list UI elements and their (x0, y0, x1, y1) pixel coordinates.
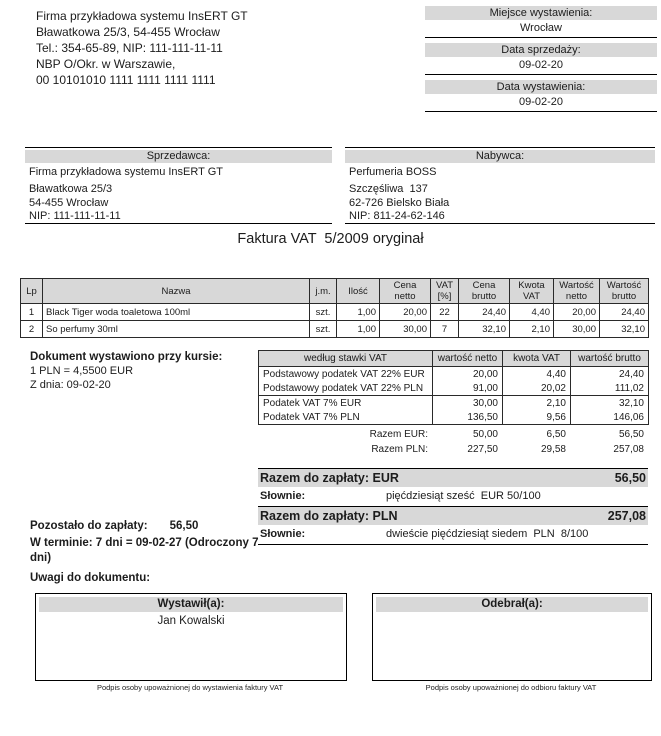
seller-header-line: 00 10101010 1111 1111 1111 1111 (36, 73, 216, 87)
payment-terms: W terminie: 7 dni = 09-02-27 (Odroczony 7 dni) (30, 537, 259, 564)
issue-place-group (425, 6, 657, 38)
items-header-row (21, 279, 649, 304)
item-price-gross: 24,40 (459, 304, 510, 321)
item-row (21, 304, 649, 321)
item-vat-rate: 7 (431, 321, 459, 338)
receiver-signature-box (372, 593, 652, 681)
vat-header-row (259, 351, 649, 367)
seller-header-line: Bławatkowa 25/3, 54-455 Wrocław (36, 25, 220, 39)
item-price-gross: 32,10 (459, 321, 510, 338)
buyer-section (345, 147, 655, 224)
col-header-cena-netto: Cena netto (380, 279, 431, 304)
buyer-name: Perfumeria BOSS (349, 166, 437, 178)
due-pln-words-row (258, 525, 648, 544)
vat-row-netto: 91,00 (433, 381, 503, 396)
vat-total-row (258, 442, 648, 457)
receiver-signature-caption: Podpis osoby upoważnionej do odbioru faktury VAT (425, 683, 597, 692)
due-eur-words-row (258, 487, 648, 506)
receiver-signature-title: Odebrał(a): (376, 597, 648, 612)
remaining-due-value: 56,50 (169, 520, 199, 532)
issue-place-label: Miejsce wystawienia: (425, 6, 657, 20)
seller-nip: NIP: 111-111-11-11 (29, 210, 121, 222)
seller-header-line: Firma przykładowa systemu InsERT GT (36, 9, 248, 23)
vat-summary (258, 350, 648, 457)
vat-total-brutto: 257,08 (613, 444, 644, 455)
vat-col-brutto: wartość brutto (571, 351, 649, 367)
due-pln-words-label: Słownie: (260, 528, 306, 540)
remaining-due-row (30, 519, 282, 534)
vat-total-label: Razem PLN: (371, 444, 428, 455)
vat-row (259, 381, 649, 396)
vat-row-vat: 4,40 (503, 367, 571, 382)
vat-row-label: Podatek VAT 7% EUR (259, 396, 433, 411)
vat-total-netto: 227,50 (467, 444, 498, 455)
due-eur-label: Razem do zapłaty: EUR (260, 471, 399, 485)
col-header-vat: VAT [%] (431, 279, 459, 304)
seller-header-line: NBP O/Okr. w Warszawie, (36, 57, 176, 71)
due-bottom-rule (258, 544, 648, 545)
seller-street: Bławatkowa 25/3 (29, 183, 113, 195)
issue-info-panel (425, 6, 657, 117)
item-lp: 2 (21, 321, 43, 338)
buyer-nip: NIP: 811-24-62-146 (349, 210, 445, 222)
item-vat-amount: 4,40 (510, 304, 554, 321)
sale-date-label: Data sprzedaży: (425, 43, 657, 57)
seller-header-block (36, 8, 366, 88)
issuer-name: Jan Kowalski (157, 615, 225, 627)
vat-row (259, 396, 649, 411)
buyer-city: 62-726 Bielsko Biała (349, 196, 450, 209)
vat-total-vat: 29,58 (540, 444, 566, 455)
due-eur-amount: 56,50 (614, 471, 646, 485)
issue-date-label: Data wystawienia: (425, 80, 657, 94)
vat-row-netto: 136,50 (433, 410, 503, 425)
amount-due-section (258, 468, 648, 545)
due-eur-words-label: Słownie: (260, 490, 306, 502)
vat-row-brutto: 111,02 (571, 381, 649, 396)
vat-total-label: Razem EUR: (369, 429, 428, 440)
vat-row-netto: 20,00 (433, 367, 503, 382)
seller-city: 54-455 Wrocław (29, 196, 109, 209)
exchange-date: Z dnia: 09-02-20 (30, 379, 111, 391)
due-pln-label: Razem do zapłaty: PLN (260, 509, 398, 523)
vat-row (259, 367, 649, 382)
item-unit: szt. (310, 321, 337, 338)
item-name: Black Tiger woda toaletowa 100ml (43, 304, 310, 321)
vat-row (259, 410, 649, 425)
issue-date-group (425, 80, 657, 112)
col-header-cena-brutto: Cena brutto (459, 279, 510, 304)
exchange-heading: Dokument wystawiono przy kursie: (30, 351, 223, 363)
item-name: So perfumy 30ml (43, 321, 310, 338)
vat-col-vat: kwota VAT (503, 351, 571, 367)
due-pln-words: dwieście pięćdziesiąt siedem PLN 8/100 (386, 528, 589, 540)
col-header-kwota-vat: Kwota VAT (510, 279, 554, 304)
exchange-rate-block (30, 350, 260, 392)
seller-name: Firma przykładowa systemu InsERT GT (29, 166, 223, 178)
due-eur-words: pięćdziesiąt sześć EUR 50/100 (386, 490, 541, 502)
col-header-nazwa: Nazwa (43, 279, 310, 304)
issuer-signature-title: Wystawił(a): (39, 597, 343, 612)
vat-row-vat: 9,56 (503, 410, 571, 425)
vat-row-brutto: 32,10 (571, 396, 649, 411)
item-price-net: 20,00 (380, 304, 431, 321)
vat-totals (258, 427, 648, 457)
item-unit: szt. (310, 304, 337, 321)
vat-row-label: Podstawowy podatek VAT 22% EUR (259, 367, 433, 382)
item-value-gross: 24,40 (600, 304, 649, 321)
item-vat-amount: 2,10 (510, 321, 554, 338)
item-vat-rate: 22 (431, 304, 459, 321)
buyer-section-title: Nabywca: (345, 150, 655, 163)
notes-label: Uwagi do dokumentu: (30, 572, 151, 584)
issue-date-value: 09-02-20 (518, 96, 564, 108)
issuer-signature-box (35, 593, 347, 681)
sale-date-group (425, 43, 657, 75)
col-header-wartosc-brutto: Wartość brutto (600, 279, 649, 304)
exchange-rate: 1 PLN = 4,5500 EUR (30, 365, 134, 377)
due-pln-bar (258, 506, 648, 525)
vat-total-row (258, 427, 648, 442)
item-qty: 1,00 (337, 304, 380, 321)
seller-header-line: Tel.: 354-65-89, NIP: 111-111-11-11 (36, 41, 223, 55)
issue-place-value: Wrocław (520, 22, 562, 34)
payment-block (30, 519, 282, 566)
vat-total-netto: 50,00 (472, 429, 498, 440)
vat-row-netto: 30,00 (433, 396, 503, 411)
sale-date-value: 09-02-20 (518, 59, 564, 71)
item-value-net: 20,00 (554, 304, 600, 321)
items-table (20, 278, 649, 338)
seller-section (25, 147, 332, 224)
remaining-due-label: Pozostało do zapłaty: (30, 520, 148, 532)
item-row (21, 321, 649, 338)
item-value-gross: 32,10 (600, 321, 649, 338)
item-lp: 1 (21, 304, 43, 321)
seller-section-title: Sprzedawca: (25, 150, 332, 163)
vat-row-brutto: 24,40 (571, 367, 649, 382)
col-header-wartosc-netto: Wartość netto (554, 279, 600, 304)
document-title: Faktura VAT 5/2009 oryginał (237, 231, 424, 247)
vat-summary-table (258, 350, 649, 425)
item-qty: 1,00 (337, 321, 380, 338)
buyer-street: Szczęśliwa 137 (349, 183, 428, 195)
vat-row-vat: 2,10 (503, 396, 571, 411)
vat-row-vat: 20,02 (503, 381, 571, 396)
item-value-net: 30,00 (554, 321, 600, 338)
vat-total-vat: 6,50 (546, 429, 566, 440)
issuer-signature-caption: Podpis osoby upoważnionej do wystawienia faktury VAT (96, 683, 284, 692)
item-price-net: 30,00 (380, 321, 431, 338)
vat-col-netto: wartość netto (433, 351, 503, 367)
vat-row-label: Podatek VAT 7% PLN (259, 410, 433, 425)
vat-row-brutto: 146,06 (571, 410, 649, 425)
col-header-jm: j.m. (310, 279, 337, 304)
col-header-ilosc: Ilość (337, 279, 380, 304)
vat-row-label: Podstawowy podatek VAT 22% PLN (259, 381, 433, 396)
vat-total-brutto: 56,50 (618, 429, 644, 440)
due-pln-amount: 257,08 (607, 509, 646, 523)
col-header-lp: Lp (21, 279, 43, 304)
due-eur-bar (258, 468, 648, 487)
vat-col-rate: według stawki VAT (259, 351, 433, 367)
